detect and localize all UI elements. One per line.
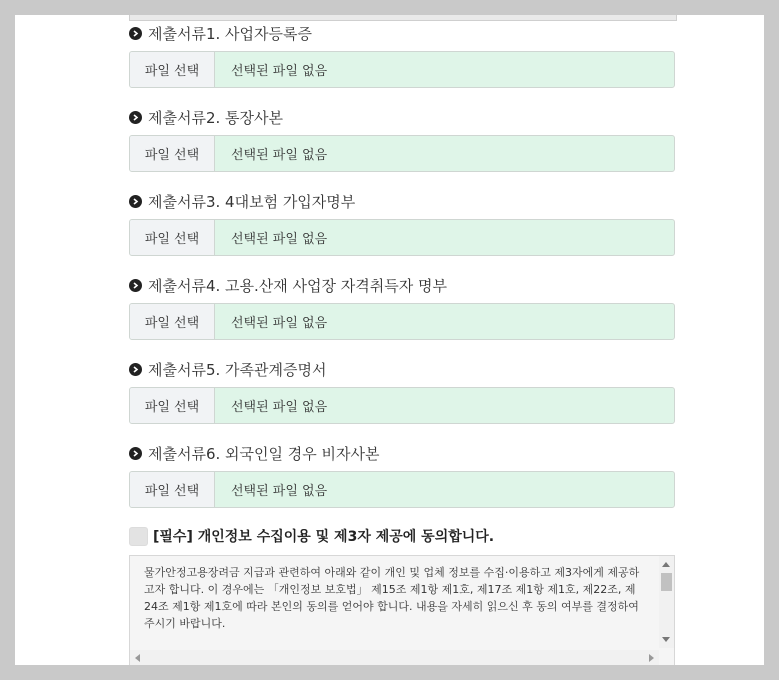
document-title-text: 제출서류6. 외국인일 경우 비자사본: [148, 444, 380, 463]
file-input[interactable]: [129, 51, 675, 88]
file-status: 선택된 파일 없음: [231, 232, 328, 247]
file-status: 선택된 파일 없음: [231, 400, 328, 415]
file-input[interactable]: [129, 219, 675, 256]
file-input[interactable]: [129, 303, 675, 340]
document-title: [129, 107, 283, 127]
horizontal-scrollbar[interactable]: [130, 650, 659, 665]
choose-file-button[interactable]: 파일 선택: [130, 472, 215, 507]
document-title: [129, 275, 447, 295]
file-status: 선택된 파일 없음: [231, 484, 328, 499]
file-input[interactable]: [129, 387, 675, 424]
chevron-circle-right-icon: [129, 111, 142, 124]
document-title-text: 제출서류5. 가족관계증명서: [148, 360, 327, 379]
scroll-right-icon[interactable]: [649, 654, 654, 662]
chevron-circle-right-icon: [129, 363, 142, 376]
document-list: [129, 15, 675, 519]
file-input[interactable]: [129, 471, 675, 508]
choose-file-button[interactable]: 파일 선택: [130, 136, 215, 171]
document-item: [129, 435, 675, 519]
document-title-text: 제출서류2. 통장사본: [148, 108, 284, 127]
chevron-circle-right-icon: [129, 195, 142, 208]
scroll-left-icon[interactable]: [135, 654, 140, 662]
document-title-text: 제출서류4. 고용.산재 사업장 자격취득자 명부: [148, 276, 447, 295]
document-item: [129, 99, 675, 183]
privacy-terms-textarea[interactable]: [129, 555, 675, 665]
document-item: [129, 15, 675, 99]
chevron-circle-right-icon: [129, 447, 142, 460]
page: [15, 15, 764, 665]
file-input[interactable]: [129, 135, 675, 172]
document-title-text: 제출서류3. 4대보험 가입자명부: [148, 192, 356, 211]
file-status: 선택된 파일 없음: [231, 64, 328, 79]
vertical-scrollbar[interactable]: [659, 556, 674, 648]
choose-file-button[interactable]: 파일 선택: [130, 388, 215, 423]
scroll-up-icon[interactable]: [662, 562, 670, 567]
consent-row: [129, 522, 494, 550]
privacy-terms-text: 물가안정고용장려금 지급과 관련하여 아래와 같이 개인 및 업체 정보를 수집·이용하고 제3자에게 제공하고자 합니다. 이 경우에는 「개인정보 보호법」 제15조 제1항 제1호, 제17조 제1항 제1호, 제22조, 제24조 제1항 제1호에 따라 본인의 동의를 얻어야 합니다. 내용을 자세히 읽으신 후 동의 여부를 결정하여 주시기 바랍니다.: [144, 566, 640, 630]
file-status: 선택된 파일 없음: [231, 148, 328, 163]
document-title: [129, 443, 379, 463]
document-title: [129, 23, 312, 43]
consent-label[interactable]: [필수] 개인정보 수집이용 및 제3자 제공에 동의합니다.: [153, 529, 495, 545]
document-title: [129, 359, 326, 379]
chevron-circle-right-icon: [129, 27, 142, 40]
choose-file-button[interactable]: 파일 선택: [130, 52, 215, 87]
file-status: 선택된 파일 없음: [231, 316, 328, 331]
document-title-text: 제출서류1. 사업자등록증: [148, 24, 312, 43]
scroll-thumb[interactable]: [661, 573, 672, 591]
consent-checkbox[interactable]: [129, 527, 148, 546]
document-item: [129, 267, 675, 351]
document-item: [129, 351, 675, 435]
scroll-down-icon[interactable]: [662, 637, 670, 642]
document-item: [129, 183, 675, 267]
chevron-circle-right-icon: [129, 279, 142, 292]
document-title: [129, 191, 355, 211]
choose-file-button[interactable]: 파일 선택: [130, 220, 215, 255]
choose-file-button[interactable]: 파일 선택: [130, 304, 215, 339]
